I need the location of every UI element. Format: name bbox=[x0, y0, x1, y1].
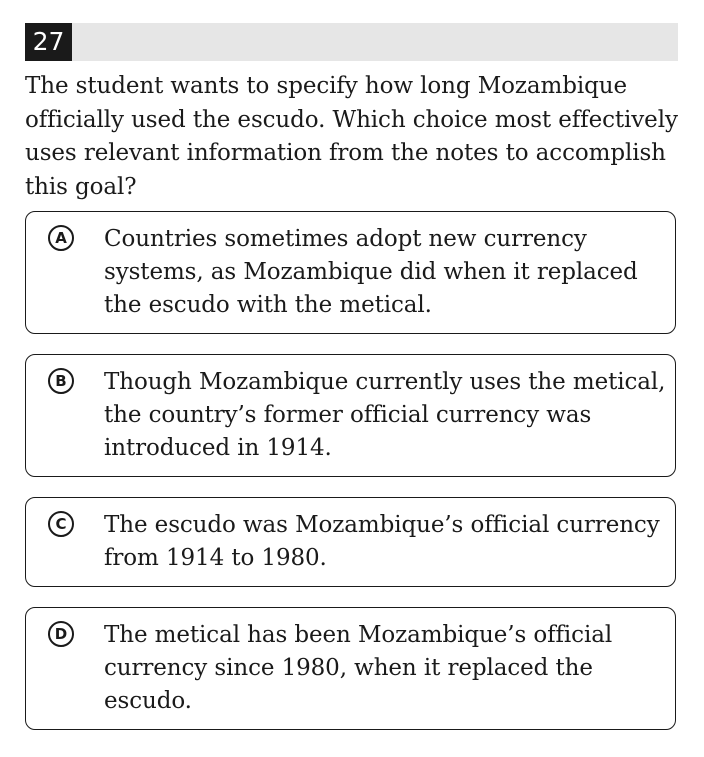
choice-text-a: Countries sometimes adopt new currency systems, as Mozambique did when it replaced the escudo with the metical. bbox=[104, 226, 638, 318]
choice-text-b: Though Mozambique currently uses the metical, the country’s former official currency was introduced in 1914. bbox=[104, 369, 666, 461]
choice-letter-c: C bbox=[48, 511, 74, 537]
choice-letter-d: D bbox=[48, 621, 74, 647]
answer-choice-b[interactable] bbox=[25, 354, 676, 477]
question-header-bar bbox=[25, 23, 678, 61]
answer-choice-a[interactable] bbox=[25, 211, 676, 334]
choice-letter-a: A bbox=[48, 225, 74, 251]
question-prompt: The student wants to specify how long Mozambique officially used the escudo. Which choice most effectively uses relevant information from the notes to accomplish this goal? bbox=[25, 73, 678, 200]
answer-choice-c[interactable] bbox=[25, 497, 676, 587]
choice-text-d: The metical has been Mozambique’s official currency since 1980, when it replaced the escudo. bbox=[104, 622, 613, 714]
choice-letter-b: B bbox=[48, 368, 74, 394]
choice-text-c: The escudo was Mozambique’s official currency from 1914 to 1980. bbox=[104, 512, 660, 571]
question-number: 27 bbox=[25, 23, 72, 61]
answer-choice-d[interactable] bbox=[25, 607, 676, 730]
